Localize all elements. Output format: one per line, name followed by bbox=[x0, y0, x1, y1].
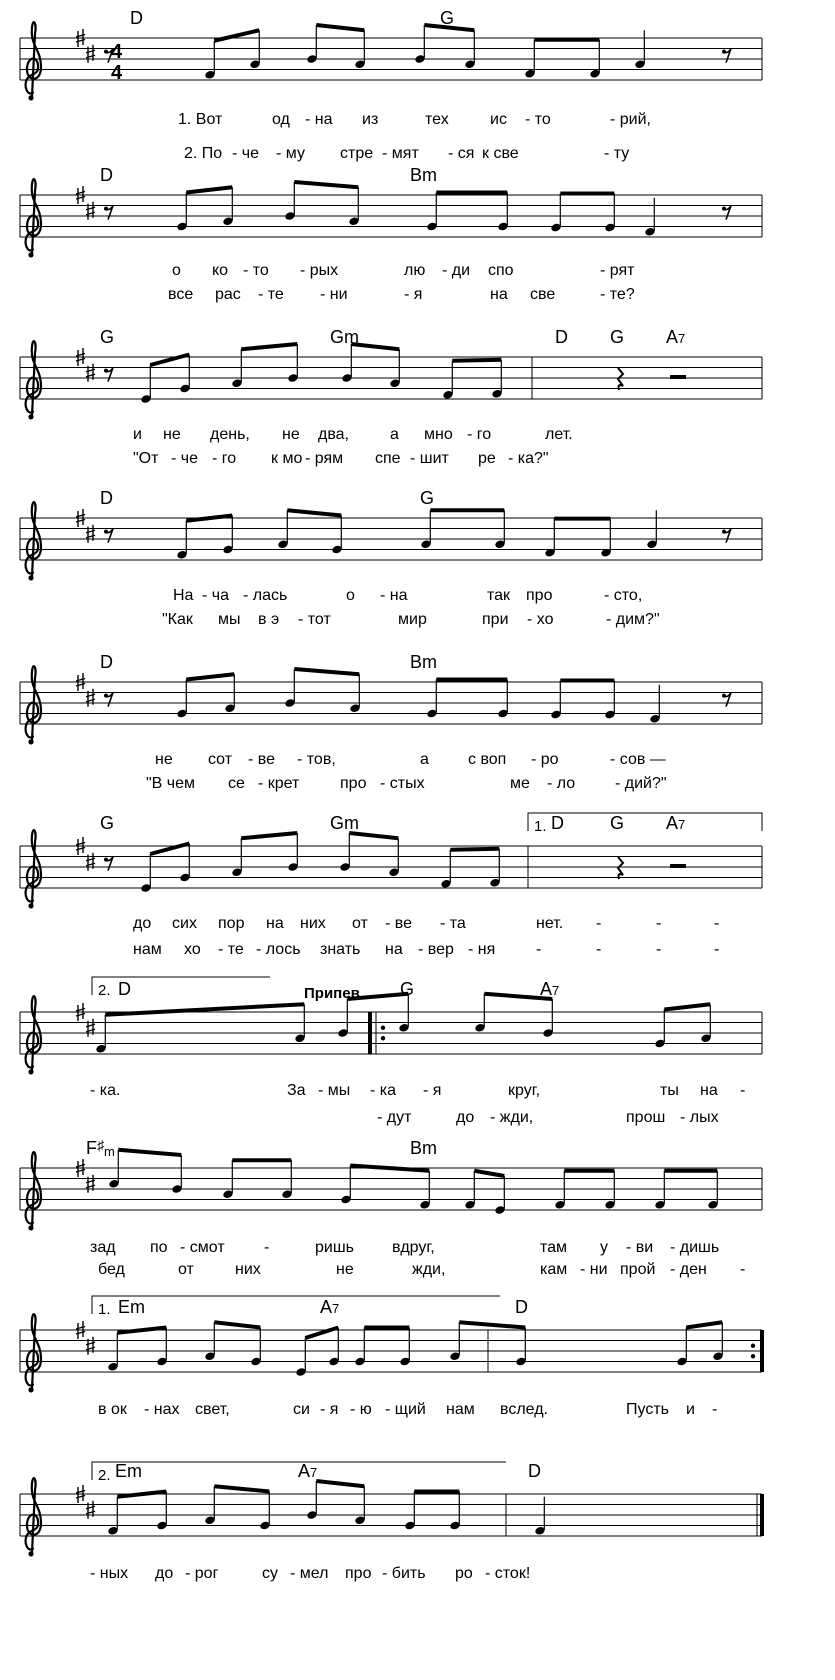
chord-symbol: G bbox=[610, 327, 625, 347]
lyric-syllable: на bbox=[385, 941, 403, 958]
chord-symbol: G bbox=[100, 327, 115, 347]
lyric-syllable: 1. Вот bbox=[178, 111, 223, 128]
lyric-syllable: мно bbox=[424, 426, 453, 443]
lyric-syllable: бед bbox=[98, 1261, 125, 1278]
lyric-syllable: и bbox=[686, 1401, 695, 1418]
lyric-syllable: "От bbox=[133, 450, 159, 467]
eighth-rest-dot bbox=[104, 858, 108, 862]
note-beam bbox=[117, 1328, 166, 1333]
staff-system bbox=[20, 666, 762, 744]
lyric-syllable: - ту bbox=[604, 145, 630, 162]
lyric-syllable: - bbox=[596, 915, 602, 932]
lyric-syllable: свет, bbox=[195, 1401, 230, 1418]
note-beam bbox=[450, 849, 499, 850]
lyric-syllable: - ня bbox=[468, 941, 496, 958]
lyric-syllable: - бить bbox=[382, 1565, 426, 1582]
note-beam bbox=[186, 674, 234, 679]
lyric-syllable: - стых bbox=[380, 775, 425, 792]
note-beam bbox=[294, 669, 359, 674]
lyric-syllable: - те bbox=[218, 941, 244, 958]
sharp-sign bbox=[86, 525, 95, 543]
lyric-syllable: ре bbox=[478, 450, 496, 467]
lyric-syllable: жди, bbox=[412, 1261, 446, 1278]
lyric-syllable: - мы bbox=[318, 1082, 351, 1099]
note-beam bbox=[316, 1481, 364, 1486]
lyric-syllable: в э bbox=[258, 611, 280, 628]
lyric-syllable: тех bbox=[425, 111, 449, 128]
lyric-syllable: - го bbox=[467, 426, 492, 443]
lyric-syllable: - шит bbox=[410, 450, 449, 467]
staff-system bbox=[20, 341, 762, 419]
lyric-syllable: - ных bbox=[90, 1565, 129, 1582]
lyric-syllable: си bbox=[293, 1401, 310, 1418]
lyric-syllable: к мо bbox=[271, 450, 303, 467]
treble-clef-dot bbox=[28, 739, 33, 744]
lyric-syllable: о bbox=[172, 262, 181, 279]
lyric-syllable: спе bbox=[375, 450, 401, 467]
note-beam bbox=[349, 833, 398, 838]
chord-symbol: D bbox=[100, 488, 113, 508]
lyric-syllable: у bbox=[600, 1239, 608, 1256]
lyric-syllable: - лых bbox=[680, 1109, 719, 1126]
lyric-syllable: - тов, bbox=[297, 751, 336, 768]
lyric-syllable: - сто, bbox=[604, 587, 643, 604]
lyric-syllable: "В чем bbox=[146, 775, 196, 792]
chord-symbol: Bm bbox=[410, 165, 437, 185]
lyric-syllable: а bbox=[420, 751, 429, 768]
chord-symbol: D bbox=[118, 979, 131, 999]
treble-clef-dot bbox=[28, 1551, 33, 1556]
lyric-syllable: - то bbox=[525, 111, 551, 128]
repeat-dot bbox=[381, 1036, 385, 1040]
lyric-syllable: кам bbox=[540, 1261, 568, 1278]
sharp-sign bbox=[86, 1175, 95, 1193]
lyric-syllable: а bbox=[390, 426, 399, 443]
eighth-rest-dot bbox=[722, 50, 726, 54]
lyric-syllable: - рям bbox=[305, 450, 344, 467]
eighth-rest-dot bbox=[104, 694, 108, 698]
lyric-syllable: - рий, bbox=[610, 111, 651, 128]
treble-clef-dot bbox=[28, 1225, 33, 1230]
lyric-syllable: - та bbox=[440, 915, 466, 932]
lyric-syllable: к све bbox=[482, 145, 519, 162]
lyric-syllable: - рят bbox=[600, 262, 635, 279]
lyric-syllable: от bbox=[352, 915, 368, 932]
lyric-syllable: на bbox=[700, 1082, 718, 1099]
note-beam bbox=[686, 1322, 722, 1327]
lyric-syllable: знать bbox=[320, 941, 361, 958]
note-beam bbox=[350, 1166, 429, 1171]
repeat-dot bbox=[751, 1354, 755, 1358]
lyric-syllable: про bbox=[340, 775, 367, 792]
lyric-syllable: - ден bbox=[670, 1261, 707, 1278]
lyric-syllable: - дий?" bbox=[615, 775, 667, 792]
lyric-syllable: нам bbox=[133, 941, 162, 958]
time-signature-bottom: 4 bbox=[111, 62, 123, 84]
staff-system bbox=[20, 830, 762, 908]
lyric-syllable: - ви bbox=[626, 1239, 654, 1256]
half-rest bbox=[670, 864, 686, 868]
staff-system bbox=[20, 994, 762, 1075]
note-beam bbox=[305, 1328, 338, 1339]
lyric-syllable: - му bbox=[276, 145, 305, 162]
lyric-syllable: сот bbox=[208, 751, 233, 768]
lyric-syllable: - bbox=[264, 1239, 270, 1256]
lyric-syllable: - го bbox=[212, 450, 237, 467]
lyric-syllable: - лась bbox=[243, 587, 288, 604]
chord-symbol: A7 bbox=[540, 979, 560, 999]
note-beam bbox=[186, 516, 232, 521]
lyric-syllable: - дим?" bbox=[606, 611, 660, 628]
note-beam bbox=[241, 833, 297, 838]
lyric-syllable: - bbox=[714, 941, 720, 958]
lyric-syllable: 2. По bbox=[184, 145, 223, 162]
lyric-syllable: - щий bbox=[385, 1401, 426, 1418]
lyric-syllable: на bbox=[490, 286, 508, 303]
lyric-syllable: ко bbox=[212, 262, 229, 279]
time-signature-top: 4 bbox=[111, 41, 123, 63]
staff-system bbox=[20, 1478, 762, 1556]
lyric-syllable: нам bbox=[446, 1401, 475, 1418]
lyric-syllable: них bbox=[235, 1261, 261, 1278]
lyric-syllable: - я bbox=[404, 286, 423, 303]
lyric-syllable: лет. bbox=[545, 426, 573, 443]
treble-clef-dot bbox=[28, 95, 33, 100]
lyric-syllable: не bbox=[163, 426, 181, 443]
lyric-syllable: - смот bbox=[180, 1239, 225, 1256]
lyric-syllable: вслед. bbox=[500, 1401, 548, 1418]
note-beam bbox=[664, 1004, 710, 1009]
lyric-syllable: - ни bbox=[580, 1261, 608, 1278]
note-beam bbox=[105, 1004, 304, 1015]
volta-bracket bbox=[92, 1296, 500, 1314]
sharp-sign bbox=[86, 202, 95, 220]
chord-symbol: Gm bbox=[330, 813, 359, 833]
lyric-syllable: - те bbox=[258, 286, 284, 303]
volta-label: 2. bbox=[98, 982, 111, 999]
lyric-syllable: - жди, bbox=[490, 1109, 534, 1126]
lyric-syllable: вдруг, bbox=[392, 1239, 435, 1256]
lyric-syllable: - ка?" bbox=[508, 450, 549, 467]
lyric-syllable: не bbox=[336, 1261, 354, 1278]
eighth-rest-dot bbox=[104, 207, 108, 211]
lyric-syllable: два, bbox=[318, 426, 349, 443]
treble-clef-dot bbox=[28, 252, 33, 257]
eighth-rest-dot bbox=[722, 207, 726, 211]
lyric-syllable: - ро bbox=[531, 751, 559, 768]
chord-symbol: Em bbox=[118, 1297, 145, 1317]
chord-symbol: G bbox=[420, 488, 435, 508]
lyric-syllable: На bbox=[173, 587, 194, 604]
sharp-sign bbox=[86, 689, 95, 707]
lyric-syllable: - то bbox=[243, 262, 269, 279]
eighth-rest-dot bbox=[722, 530, 726, 534]
lyric-syllable: при bbox=[482, 611, 509, 628]
lyric-syllable: Пусть bbox=[626, 1401, 669, 1418]
lyric-syllable: - ни bbox=[320, 286, 348, 303]
lyric-syllable: - дишь bbox=[670, 1239, 720, 1256]
lyric-syllable: - нах bbox=[144, 1401, 180, 1418]
lyric-syllable: - ка. bbox=[90, 1082, 121, 1099]
lyric-syllable: - bbox=[656, 915, 662, 932]
treble-clef-dot bbox=[28, 414, 33, 419]
chord-symbol: D bbox=[551, 813, 564, 833]
lyric-syllable: в ок bbox=[98, 1401, 127, 1418]
lyric-syllable: из bbox=[362, 111, 379, 128]
lyric-syllable: от bbox=[178, 1261, 194, 1278]
half-rest bbox=[670, 375, 686, 379]
sharp-sign bbox=[86, 364, 95, 382]
lyric-syllable: с воп bbox=[468, 751, 507, 768]
staff-system bbox=[20, 1314, 762, 1392]
treble-clef-dot bbox=[28, 1069, 33, 1074]
lyric-syllable: прош bbox=[626, 1109, 666, 1126]
note-beam bbox=[459, 1322, 525, 1327]
note-beam bbox=[474, 1171, 504, 1176]
chord-symbol: D bbox=[130, 8, 143, 28]
lyric-syllable: не bbox=[282, 426, 300, 443]
lyric-syllable: пор bbox=[218, 915, 245, 932]
lyric-syllable: про bbox=[345, 1565, 372, 1582]
eighth-rest-dot bbox=[104, 50, 108, 54]
lyric-syllable: - ве bbox=[248, 751, 275, 768]
lyric-syllable: не bbox=[155, 751, 173, 768]
staff-system bbox=[20, 22, 762, 100]
lyric-syllable: - мел bbox=[290, 1565, 329, 1582]
chord-symbol: Bm bbox=[410, 1138, 437, 1158]
sharp-sign bbox=[86, 853, 95, 871]
chord-symbol: A7 bbox=[666, 813, 686, 833]
quarter-rest bbox=[618, 857, 623, 879]
lyric-syllable: - ве bbox=[385, 915, 412, 932]
note-beam bbox=[118, 1150, 181, 1155]
treble-clef-dot bbox=[28, 575, 33, 580]
lyric-syllable: - я bbox=[320, 1401, 339, 1418]
lyric-syllable: - ка bbox=[370, 1082, 397, 1099]
lyric-syllable: и bbox=[133, 426, 142, 443]
lyric-syllable: круг, bbox=[508, 1082, 541, 1099]
lyric-syllable: - ю bbox=[350, 1401, 372, 1418]
chord-symbol: Bm bbox=[410, 652, 437, 672]
lyric-syllable: - дут bbox=[377, 1109, 412, 1126]
lyric-syllable: - ло bbox=[547, 775, 576, 792]
lyric-syllable: - ча bbox=[202, 587, 230, 604]
lyric-syllable: све bbox=[530, 286, 556, 303]
lyric-syllable: сих bbox=[172, 915, 197, 932]
note-beam bbox=[241, 344, 297, 349]
lyric-syllable: стре bbox=[340, 145, 374, 162]
chord-symbol: A7 bbox=[298, 1461, 318, 1481]
note-beam bbox=[186, 187, 232, 192]
lyric-syllable: - мят bbox=[382, 145, 419, 162]
lyric-syllable: - на bbox=[380, 587, 408, 604]
lyric-syllable: до bbox=[456, 1109, 475, 1126]
lyric-syllable: до bbox=[155, 1565, 174, 1582]
lyric-syllable: - хо bbox=[527, 611, 554, 628]
lyric-syllable: ис bbox=[490, 111, 507, 128]
volta-label: 2. bbox=[98, 1467, 111, 1484]
lyric-syllable: - bbox=[740, 1082, 746, 1099]
note-beam bbox=[117, 1492, 166, 1497]
sharp-sign bbox=[86, 1337, 95, 1355]
lyric-syllable: "Как bbox=[162, 611, 193, 628]
lyric-syllable: спо bbox=[488, 262, 514, 279]
chord-symbol: G bbox=[400, 979, 415, 999]
sharp-sign bbox=[86, 1019, 95, 1037]
lyric-syllable: - че bbox=[232, 145, 260, 162]
lyric-syllable: - крет bbox=[258, 775, 300, 792]
chorus-heading: Припев bbox=[304, 985, 360, 1002]
lyric-syllable: о bbox=[346, 587, 355, 604]
lyric-syllable: За bbox=[287, 1082, 306, 1099]
note-beam bbox=[150, 355, 189, 366]
quarter-rest bbox=[618, 368, 623, 390]
lyric-syllable: ришь bbox=[315, 1239, 355, 1256]
lyric-syllable: там bbox=[540, 1239, 568, 1256]
lyric-syllable: - рог bbox=[185, 1565, 219, 1582]
lyric-syllable: день, bbox=[210, 426, 250, 443]
chord-symbol: D bbox=[555, 327, 568, 347]
lyric-syllable: од bbox=[272, 111, 290, 128]
treble-clef-dot bbox=[28, 903, 33, 908]
staff-system bbox=[20, 179, 762, 257]
staff-system bbox=[20, 502, 762, 580]
volta-label: 1. bbox=[534, 818, 547, 835]
lyric-syllable: так bbox=[487, 587, 511, 604]
lyric-syllable: - рых bbox=[300, 262, 339, 279]
lyric-syllable: ро bbox=[455, 1565, 473, 1582]
chord-symbol: D bbox=[528, 1461, 541, 1481]
lyric-syllable: все bbox=[168, 286, 194, 303]
sharp-sign bbox=[86, 45, 95, 63]
eighth-rest-dot bbox=[104, 530, 108, 534]
lyric-syllable: се bbox=[228, 775, 245, 792]
eighth-rest-dot bbox=[104, 369, 108, 373]
note-beam bbox=[287, 510, 341, 515]
lyric-syllable: - bbox=[712, 1401, 718, 1418]
lyric-syllable: мир bbox=[398, 611, 427, 628]
lyric-syllable: - сток! bbox=[485, 1565, 531, 1582]
chord-symbol: A7 bbox=[666, 327, 686, 347]
lyric-syllable: - че bbox=[171, 450, 199, 467]
lyric-syllable: мы bbox=[218, 611, 241, 628]
lyric-syllable: - тот bbox=[298, 611, 331, 628]
volta-line bbox=[92, 1296, 500, 1314]
chord-symbol: D bbox=[515, 1297, 528, 1317]
chord-symbol: Em bbox=[115, 1461, 142, 1481]
lyric-syllable: - bbox=[536, 941, 542, 958]
sharp-sign bbox=[86, 1501, 95, 1519]
lyric-syllable: лю bbox=[404, 262, 426, 279]
lyric-syllable: нет. bbox=[536, 915, 564, 932]
lyric-syllable: - ди bbox=[442, 262, 471, 279]
chord-symbol: $F^♯_m$ bbox=[86, 1137, 115, 1159]
chord-symbol: Gm bbox=[330, 327, 359, 347]
note-beam bbox=[452, 360, 501, 361]
lyric-syllable: - вер bbox=[418, 941, 454, 958]
lyric-syllable: на bbox=[266, 915, 284, 932]
lyric-syllable: прой bbox=[620, 1261, 656, 1278]
lyric-syllable: - на bbox=[305, 111, 333, 128]
lyric-syllable: ме bbox=[510, 775, 530, 792]
treble-clef-dot bbox=[28, 1387, 33, 1392]
lyric-syllable: - лось bbox=[256, 941, 301, 958]
note-beam bbox=[214, 30, 259, 41]
lyric-syllable: - bbox=[740, 1261, 746, 1278]
chord-symbol: G bbox=[100, 813, 115, 833]
lyric-syllable: - bbox=[596, 941, 602, 958]
lyric-syllable: них bbox=[300, 915, 326, 932]
lyric-syllable: по bbox=[150, 1239, 168, 1256]
lyric-syllable: ты bbox=[660, 1082, 679, 1099]
eighth-rest-dot bbox=[722, 694, 726, 698]
lyric-syllable: про bbox=[526, 587, 553, 604]
chord-symbol: D bbox=[100, 165, 113, 185]
chord-symbol: G bbox=[440, 8, 455, 28]
volta-label: 1. bbox=[98, 1301, 111, 1318]
lyric-syllable: - сов — bbox=[610, 751, 666, 768]
lyric-syllable: - я bbox=[423, 1082, 442, 1099]
repeat-dot bbox=[751, 1344, 755, 1348]
lyric-syllable: хо bbox=[184, 941, 201, 958]
lyric-syllable: рас bbox=[215, 286, 241, 303]
note-beam bbox=[214, 1322, 260, 1327]
note-beam bbox=[150, 844, 189, 855]
note-beam bbox=[294, 182, 358, 187]
lyric-syllable: - bbox=[656, 941, 662, 958]
lyric-syllable: - те? bbox=[600, 286, 635, 303]
note-beam bbox=[316, 25, 364, 30]
repeat-dot bbox=[381, 1026, 385, 1030]
chord-symbol: A7 bbox=[320, 1297, 340, 1317]
note-beam bbox=[214, 1486, 269, 1491]
lyric-syllable: - bbox=[714, 915, 720, 932]
lyric-syllable: зад bbox=[90, 1239, 116, 1256]
chord-symbol: D bbox=[100, 652, 113, 672]
lyric-syllable: - ся bbox=[448, 145, 475, 162]
lyric-syllable: до bbox=[133, 915, 152, 932]
chord-symbol: G bbox=[610, 813, 625, 833]
lyric-syllable: су bbox=[262, 1565, 278, 1582]
staff-system bbox=[20, 1150, 762, 1231]
